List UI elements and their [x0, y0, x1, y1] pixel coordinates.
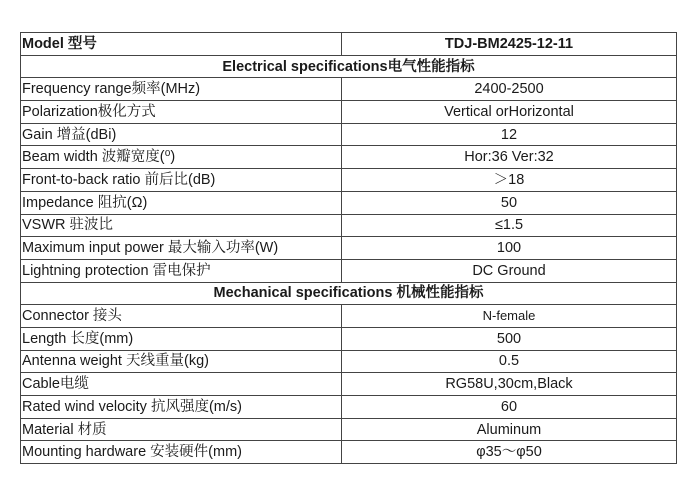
table-row [21, 146, 677, 169]
spec-value: 500 [342, 327, 677, 350]
spec-label: Rated wind velocity 抗风强度(m/s) [21, 396, 342, 419]
spec-label: Material 材质 [21, 418, 342, 441]
electrical-section-row [21, 55, 677, 78]
mechanical-section-row [21, 282, 677, 305]
model-row [21, 33, 677, 56]
specifications-table [20, 32, 677, 464]
table-row [21, 169, 677, 192]
spec-label: Maximum input power 最大输入功率(W) [21, 237, 342, 260]
spec-label: Polarization极化方式 [21, 101, 342, 124]
spec-label: Connector 接头 [21, 305, 342, 328]
spec-value: DC Ground [342, 259, 677, 282]
spec-label: Lightning protection 雷电保护 [21, 259, 342, 282]
spec-label: VSWR 驻波比 [21, 214, 342, 237]
spec-value: Aluminum [342, 418, 677, 441]
spec-label: Length 长度(mm) [21, 327, 342, 350]
spec-value: Hor:36 Ver:32 [342, 146, 677, 169]
spec-value: 100 [342, 237, 677, 260]
table-row [21, 214, 677, 237]
table-row [21, 191, 677, 214]
table-row [21, 305, 677, 328]
table-row [21, 123, 677, 146]
spec-label: Mounting hardware 安装硬件(mm) [21, 441, 342, 464]
spec-label: Gain 增益(dBi) [21, 123, 342, 146]
spec-value: ＞18 [342, 169, 677, 192]
spec-value: 12 [342, 123, 677, 146]
table-row [21, 350, 677, 373]
table-row [21, 327, 677, 350]
spec-value: ≤1.5 [342, 214, 677, 237]
table-row [21, 396, 677, 419]
model-label: Model 型号 [21, 33, 342, 56]
table-row [21, 418, 677, 441]
spec-label: Beam width 波瓣宽度(⁰) [21, 146, 342, 169]
spec-label: Front-to-back ratio 前后比(dB) [21, 169, 342, 192]
spec-value: 60 [342, 396, 677, 419]
spec-value: N-female [342, 305, 677, 328]
spec-value: 0.5 [342, 350, 677, 373]
table-row [21, 373, 677, 396]
table-row [21, 441, 677, 464]
spec-label: Cable电缆 [21, 373, 342, 396]
table-row [21, 259, 677, 282]
spec-value: 2400-2500 [342, 78, 677, 101]
table-row [21, 237, 677, 260]
mechanical-section-title: Mechanical specifications 机械性能指标 [21, 282, 677, 305]
table-row [21, 101, 677, 124]
spec-label: Frequency range频率(MHz) [21, 78, 342, 101]
spec-label: Antenna weight 天线重量(kg) [21, 350, 342, 373]
spec-label: Impedance 阻抗(Ω) [21, 191, 342, 214]
spec-value: RG58U,30cm,Black [342, 373, 677, 396]
spec-value: 50 [342, 191, 677, 214]
electrical-section-title: Electrical specifications电气性能指标 [21, 55, 677, 78]
spec-value: Vertical orHorizontal [342, 101, 677, 124]
table-row [21, 78, 677, 101]
spec-value: φ35～φ50 [342, 441, 677, 464]
model-value: TDJ-BM2425-12-11 [342, 33, 677, 56]
